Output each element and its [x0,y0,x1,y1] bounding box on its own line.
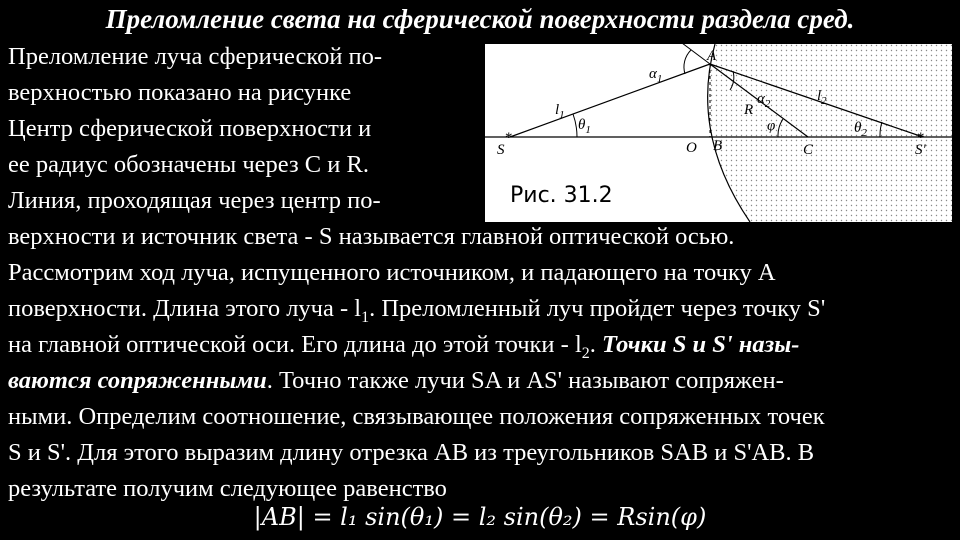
theta1-arc [573,114,577,137]
label-alpha2: $\alpha_2$ [757,91,771,110]
text-line-10: ваются сопряженными. Точно также лучи SA и AS' называют сопряжен- [8,367,784,394]
text-line-12: S и S'. Для этого выразим длину отрезка AB из треугольников SAB и S'AB. В [8,439,815,466]
text-line-7: Рассмотрим ход луча, испущенного источником, и падающего на точку A [8,259,776,286]
medium-region [708,44,952,222]
text-line-1: Преломление луча сферической по- [8,43,383,70]
label-s-prime: S' [915,142,926,158]
figure-caption: Рис. 31.2 [510,183,613,208]
label-b: B [713,138,723,154]
label-c: C [803,142,814,158]
label-alpha1: $\alpha_1$ [649,66,663,85]
normal-extension [670,44,710,64]
slide-title: Преломление света на сферической поверхности раздела сред. [105,4,855,34]
alpha1-arc [684,50,691,74]
text-line-6: верхности и источник света - S называется главной оптической осью. [8,223,735,250]
label-a: A [707,48,717,64]
label-theta1: $\theta_1$ [578,117,591,136]
svg-text:*: * [917,130,925,146]
equation: |AB| = l₁ sin(θ₁) = l₂ sin(θ₂) = Rsin(φ) [253,503,707,531]
incident-ray [510,64,710,137]
text-line-5: Линия, проходящая через центр по- [8,187,381,214]
label-r: R [744,102,754,118]
text-line-2: верхностью показано на рисунке [8,79,352,106]
svg-text:*: * [505,130,513,146]
text-line-13: результате получим следующее равенство [8,475,447,502]
label-l2: $l_2$ [817,88,827,107]
text-line-4: ее радиус обозначены через C и R. [8,151,369,178]
text-line-9: на главной оптической оси. Его длина до этой точки - $l_2$. Точки S и S' назы- [8,331,800,362]
label-theta2: $\theta_2$ [854,120,867,139]
label-o: O [686,140,697,156]
label-l1: $l_1$ [555,102,565,121]
label-phi: φ [767,118,776,134]
label-s: S [497,142,505,158]
refraction-figure [485,44,952,222]
text-line-3: Центр сферической поверхности и [8,115,372,142]
text-line-8: поверхности. Длина этого луча - $l_1$. Преломленный луч пройдет через точку S' [8,295,826,326]
text-line-11: ными. Определим соотношение, связывающее положения сопряженных точек [8,403,825,430]
